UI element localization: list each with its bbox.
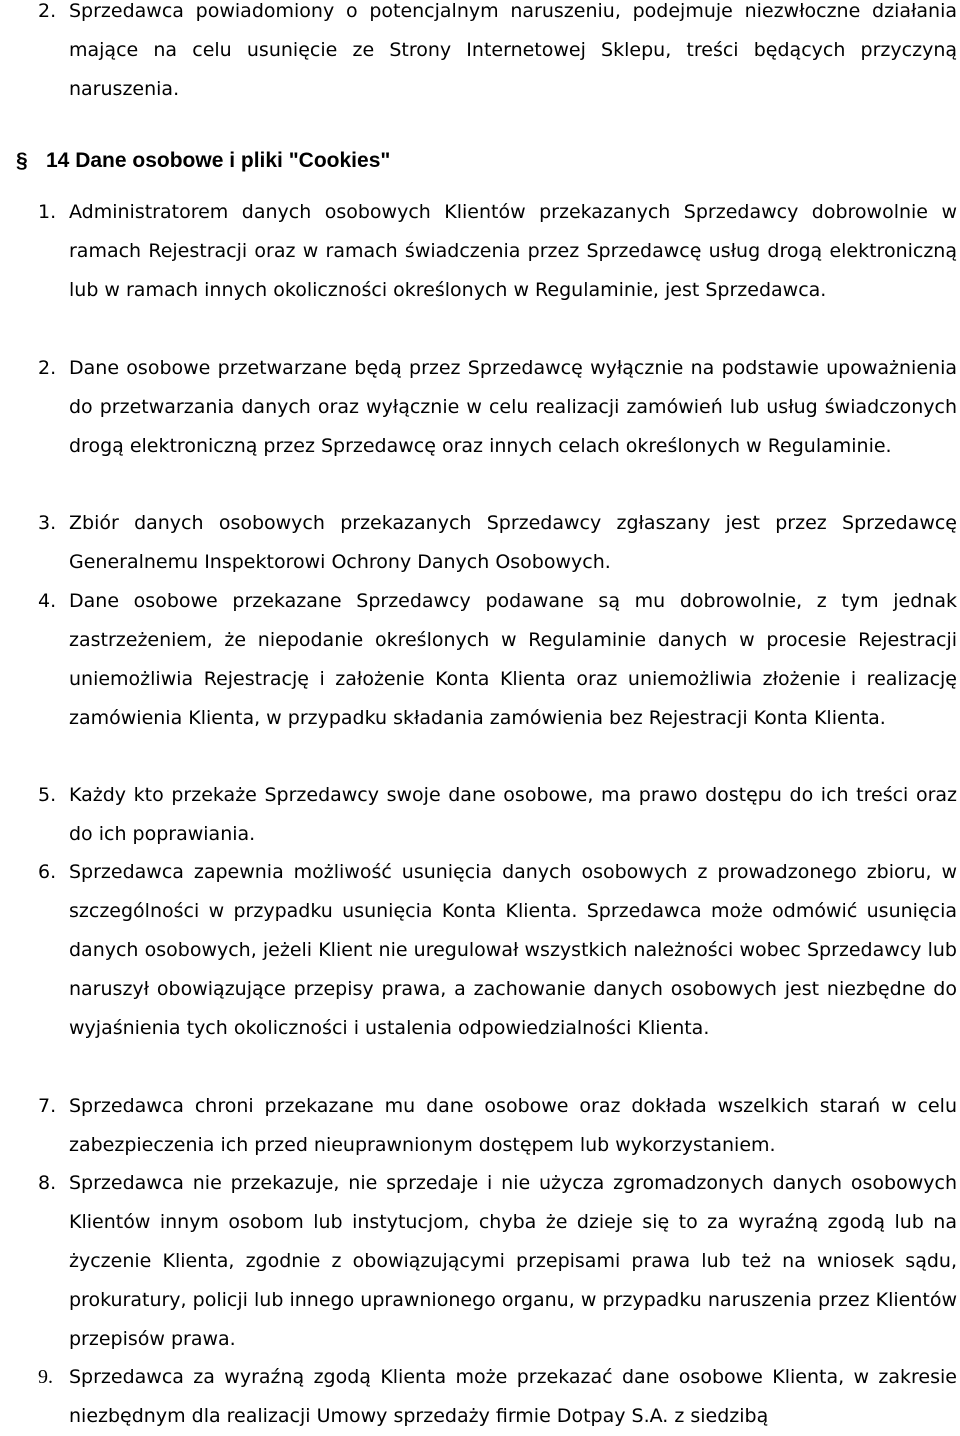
list-item-text: Sprzedawca nie przekazuje, nie sprzedaje i nie użycza zgromadzonych danych osobowych Klientów innym osobom lub instytucjom, chyba że dzieje się to za wyraźną zgodą lub na życzenie Klienta, zgodnie z obowiązującymi przepisami prawa lub też na wniosek sądu, prokuratury, policji lub innego uprawnionego organu, w przypadku naruszenia przez Klientów przepisów prawa. xyxy=(69,1172,957,1350)
list-item-number: 8. xyxy=(38,1172,57,1194)
list-item-text: Dane osobowe przetwarzane będą przez Sprzedawcę wyłącznie na podstawie upoważnienia do przetwarzania danych oraz wyłącznie w celu realizacji zamówień lub usług świadczonych drogą elektroniczną przez Sprzedawcę oraz innych celach określonych w Regulaminie. xyxy=(69,357,957,457)
list-item-7 xyxy=(38,1087,958,1165)
list-item-number: 1. xyxy=(38,201,57,223)
list-item-2 xyxy=(38,349,958,466)
list-item-number: 5. xyxy=(38,784,57,806)
section-symbol: § xyxy=(16,149,28,172)
list-item-4 xyxy=(38,582,958,738)
list-item-text: Administratorem danych osobowych Klientów przekazanych Sprzedawcy dobrowolnie w ramach Rejestracji oraz w ramach świadczenia przez Sprzedawcę usług drogą elektroniczną lub w ramach innych okoliczności określonych w Regulaminie, jest Sprzedawca. xyxy=(69,201,957,301)
list-item-text: Sprzedawca zapewnia możliwość usunięcia danych osobowych z prowadzonego zbioru, w szczególności w przypadku usunięcia Konta Klienta. Sprzedawca może odmówić usunięcia danych osobowych, jeżeli Klient nie uregulował wszystkich należności wobec Sprzedawcy lub naruszył obowiązujące przepisy prawa, a zachowanie danych osobowych jest niezbędne do wyjaśnienia tych okoliczności i ustalenia odpowiedzialności Klienta. xyxy=(69,861,957,1039)
list-item-text: Dane osobowe przekazane Sprzedawcy podawane są mu dobrowolnie, z tym jednak zastrzeżeniem, że niepodanie określonych w Regulaminie danych w procesie Rejestracji uniemożliwia Rejestrację i założenie Konta Klienta oraz uniemożliwia złożenie i realizację zamówienia Klienta, w przypadku składania zamówienia bez Rejestracji Konta Klienta. xyxy=(69,590,957,729)
list-item-8 xyxy=(38,1164,958,1359)
list-item-text: Każdy kto przekaże Sprzedawcy swoje dane osobowe, ma prawo dostępu do ich treści oraz do ich poprawiania. xyxy=(69,784,957,845)
list-item-text: Sprzedawca za wyraźną zgodą Klienta może przekazać dane osobowe Klienta, w zakresie niezbędnym dla realizacji Umowy sprzedaży firmie Dotpay S.A. z siedzibą xyxy=(69,1366,957,1427)
section-heading xyxy=(16,143,390,179)
list-item-number: 9. xyxy=(38,1366,53,1388)
section-title: 14 Dane osobowe i pliki "Cookies" xyxy=(46,149,391,172)
list-item-text: Zbiór danych osobowych przekazanych Sprzedawcy zgłaszany jest przez Sprzedawcę Generalnemu Inspektorowi Ochrony Danych Osobowych. xyxy=(69,512,957,573)
list-item-number: 2. xyxy=(38,357,57,379)
list-item-1 xyxy=(38,193,958,310)
list-item-number: 7. xyxy=(38,1095,57,1117)
list-item-9 xyxy=(38,1358,958,1436)
list-item-6 xyxy=(38,853,958,1048)
list-item-3 xyxy=(38,504,958,582)
list-item-text: Sprzedawca powiadomiony o potencjalnym naruszeniu, podejmuje niezwłoczne działania mające na celu usunięcie ze Strony Internetowej Sklepu, treści będących przyczyną naruszenia. xyxy=(69,0,957,100)
list-item-text: Sprzedawca chroni przekazane mu dane osobowe oraz dokłada wszelkich starań w celu zabezpieczenia ich przed nieuprawnionym dostępem lub wykorzystaniem. xyxy=(69,1095,957,1156)
list-item-number: 4. xyxy=(38,590,57,612)
list-item-number: 3. xyxy=(38,512,57,534)
list-item-5 xyxy=(38,776,958,854)
list-item-number: 2. xyxy=(38,0,57,22)
list-item-number: 6. xyxy=(38,861,57,883)
list-item-intro xyxy=(38,0,958,109)
